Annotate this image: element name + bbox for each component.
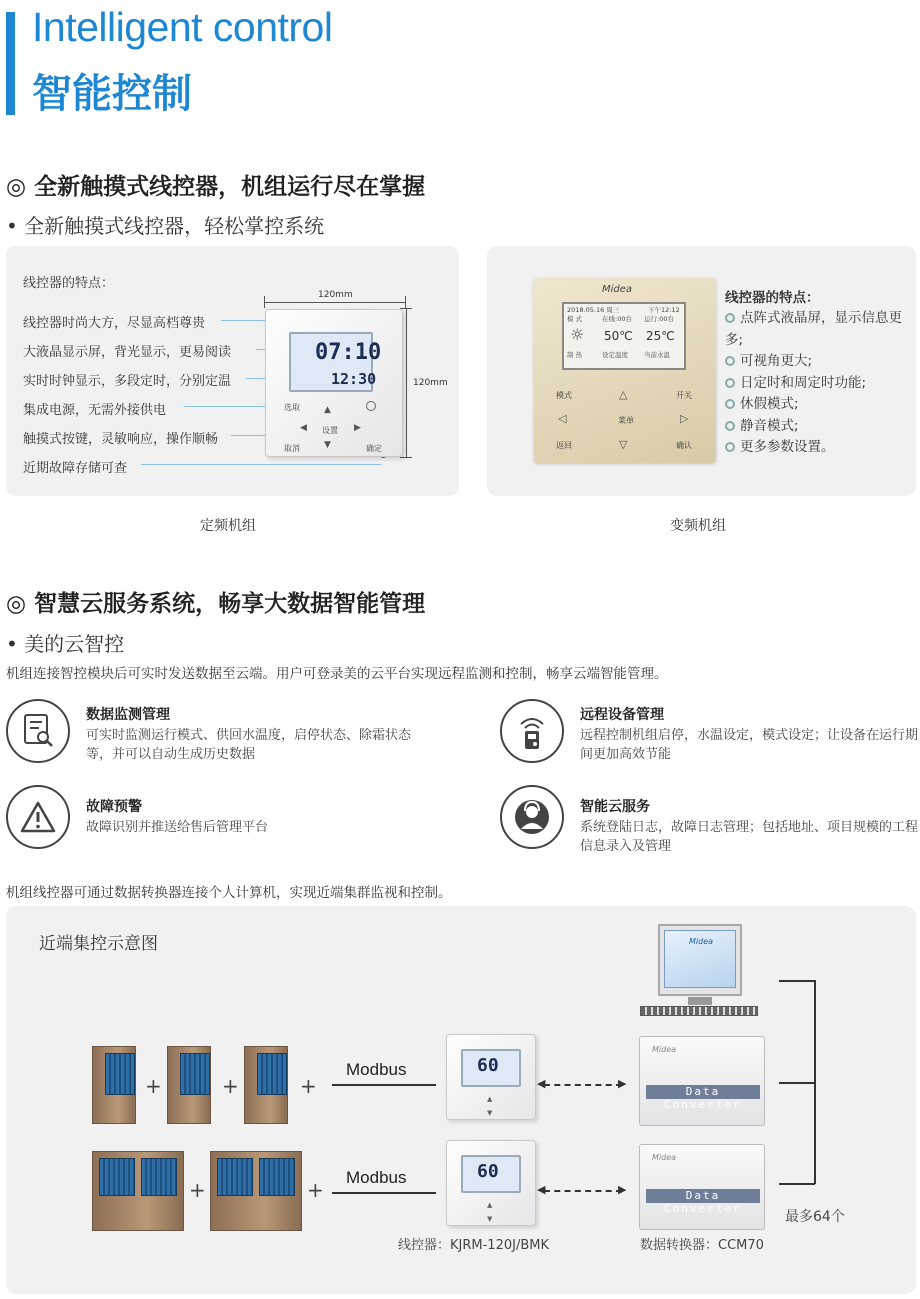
arrow-left-icon: ◀ <box>537 1077 546 1090</box>
monitor-brand: Midea <box>689 937 714 946</box>
arrow-up-icon: △ <box>619 388 628 401</box>
variable-feature-item: 更多参数设置。 <box>725 437 911 459</box>
btn-ok-label: 确定 <box>366 444 382 453</box>
fixed-lcd-screen <box>289 332 382 392</box>
btn-menu: 菜单 <box>618 416 634 425</box>
variable-brand-logo: Midea <box>602 284 633 295</box>
controller-lcd <box>461 1049 521 1087</box>
lcd-water-temp: 25℃ <box>646 329 675 343</box>
fixed-wire-controller <box>265 309 403 457</box>
variable-feature-item: 休假模式; <box>725 394 911 416</box>
lcd-online: 在线:00台 <box>602 315 632 323</box>
btn-set-label: 设置 <box>322 426 338 435</box>
lcd-mode: 模 式 <box>567 315 583 323</box>
computer-monitor <box>658 924 742 996</box>
fixed-feature-4: 集成电源，无需外接供电 <box>23 403 167 418</box>
service-desc-warning: 故障识别并推送给售后管理平台 <box>86 820 269 835</box>
arrow-down-icon: ▼ <box>487 1109 493 1117</box>
title-accent-bar <box>6 12 15 115</box>
wire-controller-top <box>446 1034 536 1120</box>
power-icon <box>366 401 376 411</box>
max-count-label: 最多64个 <box>785 1209 845 1225</box>
fixed-lcd-clock: 12:30 <box>331 370 377 388</box>
warning-icon <box>6 785 70 849</box>
cluster-diagram-card <box>6 906 916 1294</box>
cloud-intro-text: 机组连接智控模块后可实时发送数据至云端。用户可登录美的云平台实现远程监测和控制，畅享云端智能管理。 <box>6 666 668 682</box>
arrow-right-icon: ▶ <box>618 1183 627 1196</box>
plus-sign: + <box>189 1178 206 1202</box>
fixed-feature-title: 线控器的特点： <box>23 276 115 291</box>
variable-feature-list <box>725 308 911 459</box>
btn-select-label: 选取 <box>284 403 300 412</box>
lcd-current-label: 当前水温 <box>644 351 670 359</box>
arrow-up-icon: ▲ <box>324 405 331 415</box>
page-title-english: Intelligent control <box>32 4 333 50</box>
variable-feature-title: 线控器的特点： <box>725 290 820 306</box>
plus-sign: + <box>307 1178 324 1202</box>
cluster-intro-text: 机组线控器可通过数据转换器连接个人计算机，实现近端集群监视和控制。 <box>6 885 452 901</box>
controller-caption: 线控器：KJRM-120J/BMK <box>398 1238 549 1253</box>
fixed-caption: 定频机组 <box>200 518 256 534</box>
variable-wire-controller <box>534 278 716 463</box>
controller-lcd <box>461 1155 521 1193</box>
arrow-right-icon: ▶ <box>354 423 361 433</box>
arrow-left-icon: ◀ <box>300 423 307 433</box>
page-title-chinese: 智能控制 <box>32 71 192 117</box>
dimension-height: 120mm <box>413 378 448 388</box>
variable-feature-item: 日定时和周定时功能; <box>725 373 911 395</box>
service-desc-cloud: 系统登陆日志，故障日志管理；包括地址、项目规模的工程信息录入及管理 <box>580 820 919 854</box>
fixed-lcd-time: 07:10 <box>315 340 382 365</box>
converter-caption: 数据转换器：CCM70 <box>640 1238 764 1253</box>
diagram-title: 近端集控示意图 <box>39 934 158 954</box>
lcd-clock: 下午12:12 <box>648 306 680 314</box>
data-converter-top <box>639 1036 765 1126</box>
plus-sign: + <box>222 1074 239 1098</box>
heat-pump-unit <box>92 1046 136 1124</box>
service-desc-monitor: 可实时监测运行模式、供回水温度，启停状态、除霜状态等，并可以自动生成历史数据 <box>86 728 412 762</box>
remote-wifi-icon <box>500 699 564 763</box>
btn-back: 返回 <box>556 441 572 450</box>
service-desc-remote: 远程控制机组启停，水温设定，模式设定；让设备在运行期间更加高效节能 <box>580 728 919 762</box>
service-title-monitor: 数据监测管理 <box>86 707 170 723</box>
service-title-warning: 故障预警 <box>86 799 142 815</box>
data-converter-bottom <box>639 1144 765 1230</box>
btn-mode: 模式 <box>556 391 572 400</box>
heat-pump-unit-large <box>92 1151 184 1231</box>
lcd-running: 运行:00台 <box>644 315 674 323</box>
lcd-set-temp: 50℃ <box>604 329 633 343</box>
variable-feature-item: 点阵式液晶屏，显示信息更多; <box>725 310 902 348</box>
variable-controller-card <box>487 246 916 496</box>
fixed-feature-2: 大液晶显示屏，背光显示，更易阅读 <box>23 345 232 360</box>
section1-subheading: • 全新触摸式线控器，轻松掌控系统 <box>6 214 325 238</box>
arrow-up-icon: ▲ <box>487 1201 493 1209</box>
document-search-icon <box>6 699 70 763</box>
fixed-feature-3: 实时时钟显示，多段定时，分别定温 <box>23 374 232 389</box>
arrow-left-icon: ◁ <box>558 412 567 425</box>
arrow-up-icon: ▲ <box>487 1095 493 1103</box>
heat-pump-unit <box>167 1046 211 1124</box>
section1-heading: ◎ 全新触摸式线控器，机组运行尽在掌握 <box>6 174 426 200</box>
dimension-width: 120mm <box>318 290 353 300</box>
fixed-controller-card <box>6 246 459 496</box>
variable-caption: 变频机组 <box>670 518 726 534</box>
controller-lcd-digits: 60 <box>477 1055 499 1076</box>
arrow-right-icon: ▶ <box>618 1077 627 1090</box>
plus-sign: + <box>300 1074 317 1098</box>
wire-controller-bottom <box>446 1140 536 1226</box>
fixed-feature-5: 触摸式按键，灵敏响应，操作顺畅 <box>23 432 219 447</box>
heat-pump-unit-large <box>210 1151 302 1231</box>
variable-feature-item: 静音模式; <box>725 416 911 438</box>
variable-feature-item: 可视角更大; <box>725 351 911 373</box>
heat-pump-unit <box>244 1046 288 1124</box>
keyboard <box>640 1006 758 1016</box>
modbus-label-bottom: Modbus <box>346 1168 407 1187</box>
arrow-right-icon: ▷ <box>680 412 689 425</box>
arrow-down-icon: ▽ <box>619 438 628 451</box>
service-person-icon <box>500 785 564 849</box>
converter-brand: Midea <box>652 1045 677 1054</box>
arrow-left-icon: ◀ <box>537 1183 546 1196</box>
fixed-feature-1: 线控器时尚大方，尽显高档尊贵 <box>23 316 206 331</box>
converter-label: Data Converter <box>646 1085 760 1099</box>
service-title-cloud: 智能云服务 <box>580 799 650 815</box>
section2-heading: ◎ 智慧云服务系统，畅享大数据智能管理 <box>6 591 426 617</box>
arrow-down-icon: ▼ <box>324 440 331 450</box>
fixed-feature-6: 近期故障存储可查 <box>23 461 128 476</box>
btn-confirm: 确认 <box>676 441 692 450</box>
variable-lcd-screen <box>562 302 686 370</box>
btn-cancel-label: 取消 <box>284 444 300 453</box>
controller-lcd-digits: 60 <box>477 1161 499 1182</box>
sun-icon: ☼ <box>570 325 585 344</box>
lcd-date: 2018.05.16 周三 <box>567 306 620 314</box>
plus-sign: + <box>145 1074 162 1098</box>
modbus-label-top: Modbus <box>346 1060 407 1079</box>
section2-subheading: • 美的云智控 <box>6 632 125 656</box>
lcd-heat: 制 热 <box>567 351 583 359</box>
service-title-remote: 远程设备管理 <box>580 707 664 723</box>
lcd-set-label: 设定温度 <box>602 351 628 359</box>
converter-label: Data Converter <box>646 1189 760 1203</box>
converter-brand: Midea <box>652 1153 677 1162</box>
btn-switch: 开关 <box>676 391 692 400</box>
arrow-down-icon: ▼ <box>487 1215 493 1223</box>
